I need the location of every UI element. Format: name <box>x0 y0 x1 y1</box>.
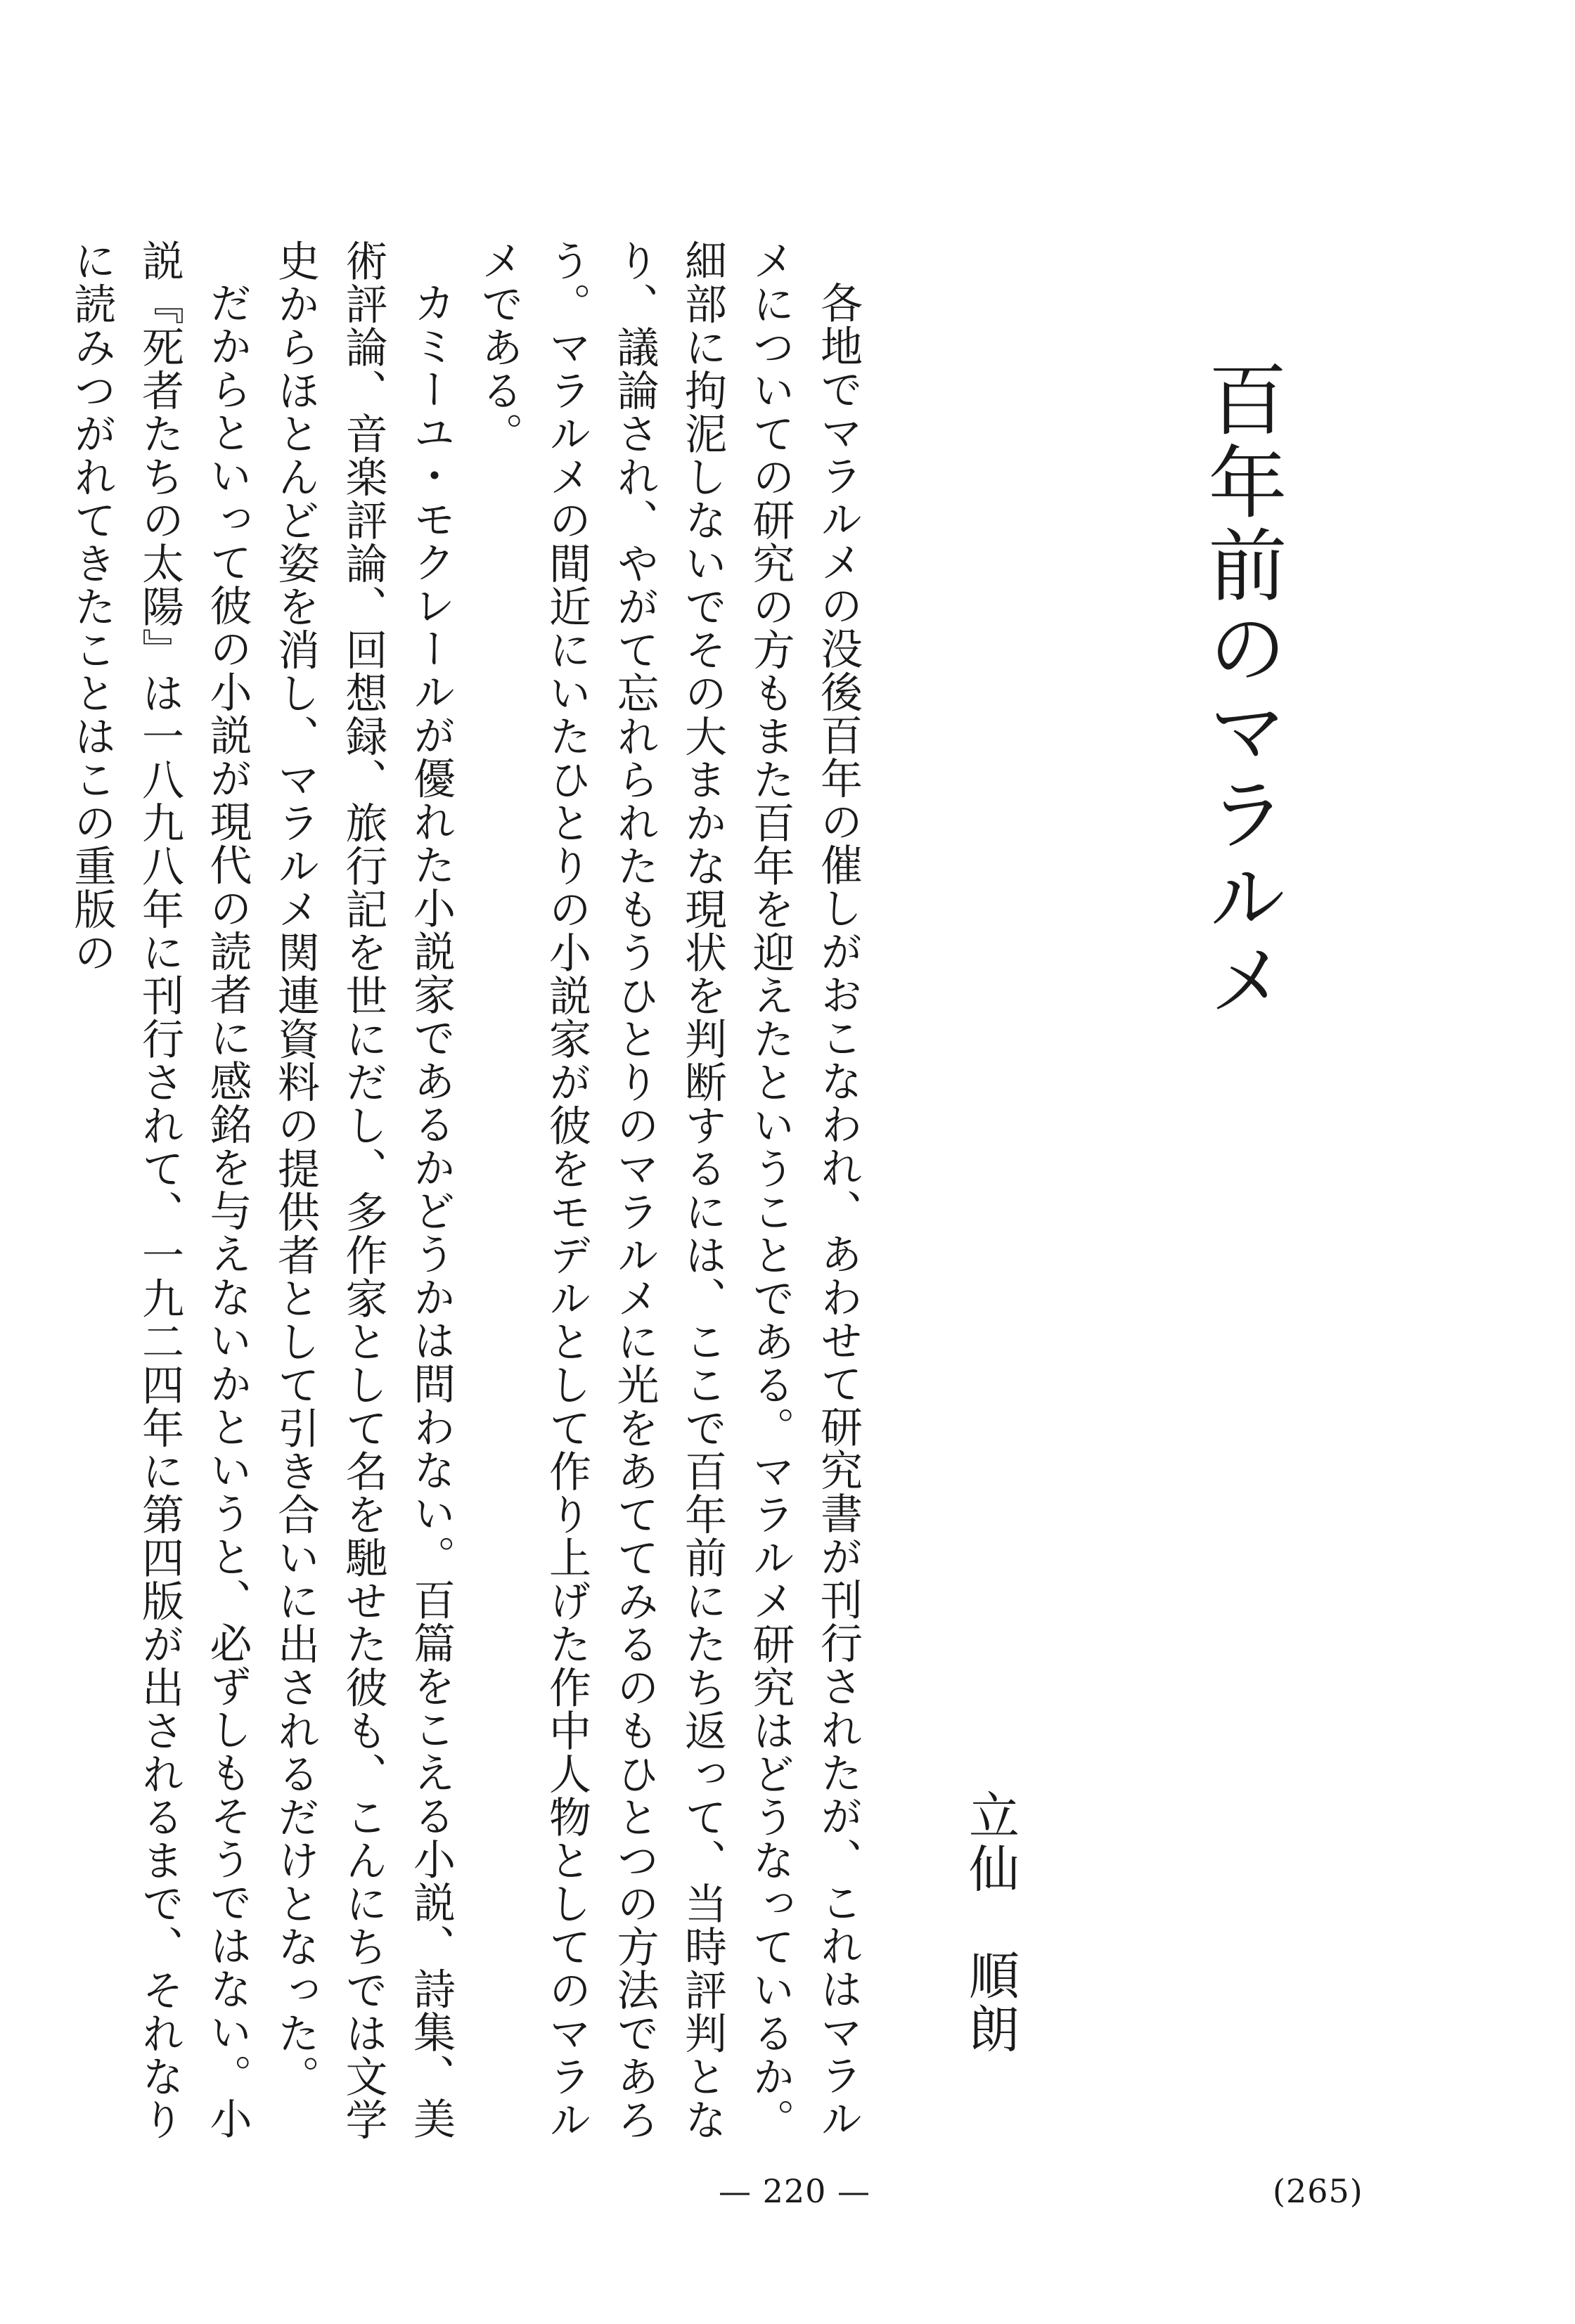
article-body <box>67 239 872 2151</box>
author-name: 立仙 順朗 <box>960 1789 1020 2056</box>
body-paragraph-2: カミーユ・モクレールが優れた小説家であるかどうかは問わない。百篇をこえる小説、詩集、美術評論、音楽評論、回想録、旅行記を世にだし、多作家として名を馳せた彼も、こんにちでは文学史からほとんど姿を消し、マラルメ関連資料の提供者として引き合いに出されるだけとなった。 <box>271 239 456 2141</box>
article-title: 百年前のマラルメ <box>1195 359 1287 1022</box>
page-number: — 220 — <box>718 2172 871 2210</box>
body-paragraph-3: だからといって彼の小説が現代の読者に感銘を与えないかというと、必ずしもそうではない。小説『死者たちの太陽』は一八九八年に刊行されて、一九二四年に第四版が出されるまで、それなりに読みつがれてきたことはこの重版の <box>67 239 252 2141</box>
body-paragraph-1: 各地でマラルメの没後百年の催しがおこなわれ、あわせて研究書が刊行されたが、これはマラルメについての研究の方もまた百年を迎えたということである。マラルメ研究はどうなっているか。細部に拘泥しないでその大まかな現状を判断するには、ここで百年前にたち返って、当時評判となり、議論され、やがて忘れられたもうひとりのマラルメに光をあててみるのもひとつの方法であろう。マラルメの間近にいたひとりの小説家が彼をモデルとして作り上げた作中人物としてのマラルメである。 <box>474 239 863 2141</box>
original-page-reference: (265) <box>1273 2172 1363 2210</box>
